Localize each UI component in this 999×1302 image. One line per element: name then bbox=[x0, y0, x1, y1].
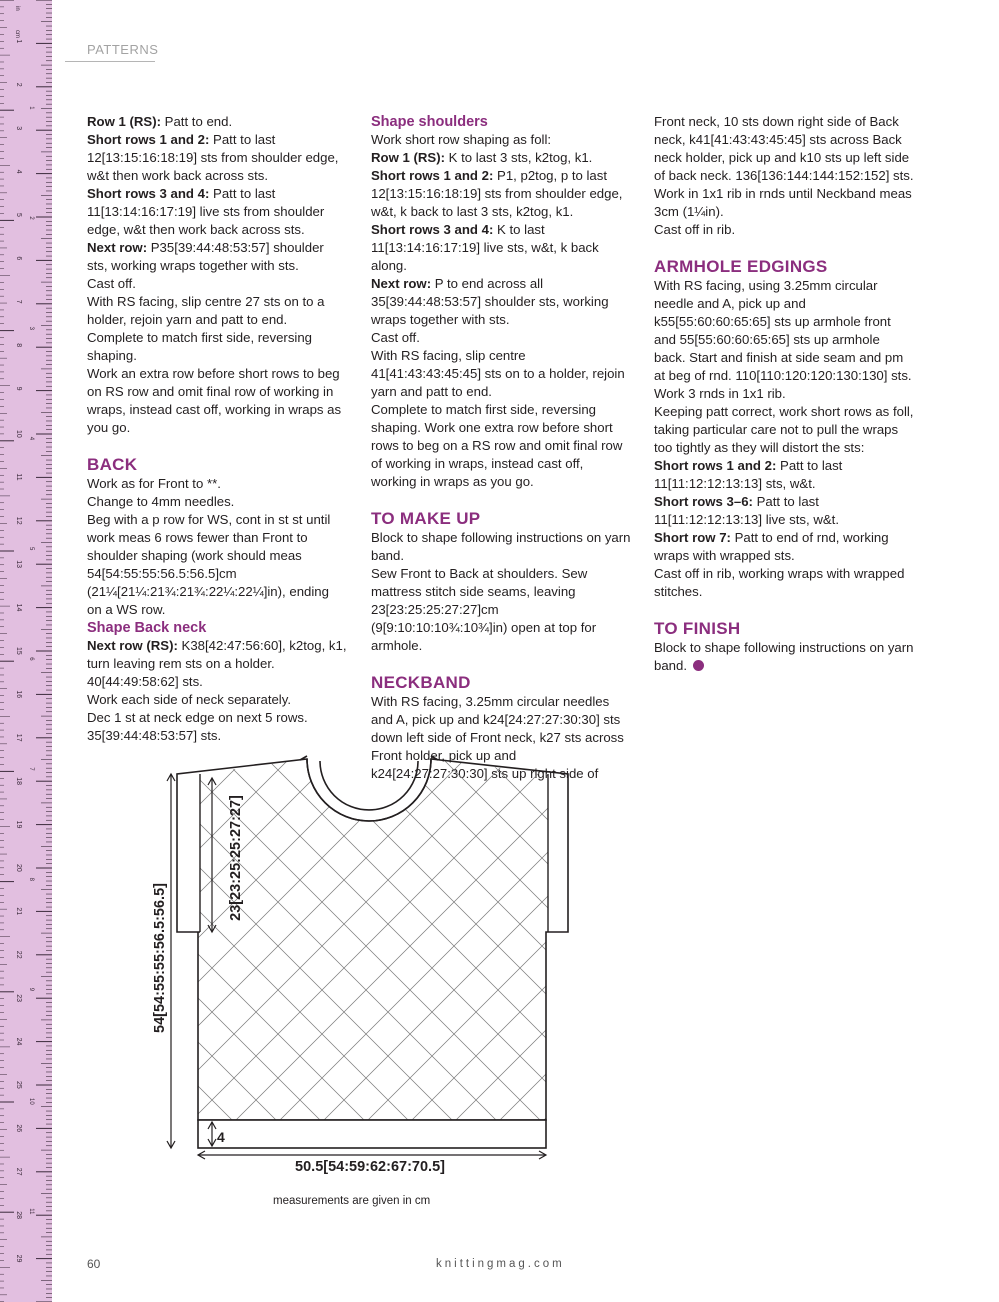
ruler-inch-number: 10 bbox=[28, 1098, 34, 1105]
armhole-label: 23[23:25:25:27:27] bbox=[228, 795, 244, 921]
paragraph bbox=[371, 149, 631, 167]
ruler-ticks bbox=[0, 0, 52, 1302]
instruction-text: Patt to last 11[13:14:16:17:19] live sts from shoulder edge, w&t then work back across sts. bbox=[87, 186, 325, 237]
ruler-inch-number: 9 bbox=[28, 987, 34, 992]
subheading-shape-shoulders: Shape shoulders bbox=[371, 114, 488, 130]
website-url: knittingmag.com bbox=[436, 1258, 565, 1270]
instruction-label: Next row: bbox=[371, 276, 432, 291]
ruler-cm-number: 26 bbox=[15, 1124, 22, 1133]
ruler-cm-number: 27 bbox=[15, 1167, 22, 1176]
ruler-cm-number: 19 bbox=[15, 820, 22, 829]
instruction-label: Short rows 3–6: bbox=[654, 494, 753, 509]
paragraph: With RS facing, 3.25mm circular needles and A, pick up and k24[24:27:27:30:30] sts down left side of Front neck, k27 sts across Front holder, pick up and k24[24:27:27:30:30] sts up right side of bbox=[371, 694, 624, 781]
ruler-cm-number: 7 bbox=[15, 299, 22, 304]
paragraph bbox=[371, 221, 631, 275]
paragraph: Block to shape following instructions on yarn band. bbox=[371, 530, 631, 563]
ruler-cm-number: 12 bbox=[15, 516, 22, 525]
ruler-cm-number: 28 bbox=[15, 1211, 22, 1219]
instruction-text: P35[39:44:48:53:57] shoulder sts, working wraps together with sts. bbox=[87, 240, 324, 273]
ruler-cm-number: 21 bbox=[15, 907, 22, 916]
paragraph: Cast off in rib, working wraps with wrapped stitches. bbox=[654, 566, 905, 599]
instruction-label: Short rows 3 and 4: bbox=[87, 186, 210, 201]
paragraph: Complete to match first side, reversing shaping. bbox=[87, 330, 313, 363]
ruler-cm-number: 10 bbox=[15, 430, 22, 438]
paragraph: Work each side of neck separately. bbox=[87, 692, 292, 707]
ruler-inch-number: 3 bbox=[28, 326, 34, 330]
paragraph: Work an extra row before short rows to beg on RS row and omit final row of working in wraps, instead cast off, working in wraps as you go. bbox=[87, 366, 342, 435]
instruction-label: Short rows 3 and 4: bbox=[371, 222, 494, 237]
instruction-text: K to last 3 sts, k2tog, k1. bbox=[445, 150, 593, 165]
text-column-3 bbox=[654, 113, 914, 675]
paragraph: Cast off in rib. bbox=[654, 222, 736, 237]
yarn-ball-icon bbox=[693, 660, 704, 671]
ruler-unit-label: cm bbox=[14, 30, 20, 38]
instruction-text: Patt to last 11[11:12:12:13:13] sts, w&t. bbox=[654, 458, 843, 491]
text-column-2 bbox=[371, 113, 631, 783]
hem-rib-band bbox=[198, 1120, 546, 1148]
measuring-ruler bbox=[0, 0, 52, 1302]
paragraph: Complete to match first side, reversing shaping. Work one extra row before short rows to beg on a RS row and omit final row of working in wraps, instead cast off, working in wraps as you go. bbox=[371, 402, 623, 489]
ruler-cm-number: 3 bbox=[15, 126, 22, 131]
paragraph: Work in 1x1 rib in rnds until Neckband meas 3cm (1¼in). bbox=[654, 186, 912, 219]
ruler-cm-number: 18 bbox=[15, 777, 22, 785]
subheading-shape-back-neck: Shape Back neck bbox=[87, 620, 207, 636]
neckband-inner bbox=[320, 761, 418, 810]
ruler-inch-number: 2 bbox=[28, 216, 34, 220]
instruction-text: Patt to end of rnd, working wraps with wrapped sts. bbox=[654, 530, 889, 563]
paragraph bbox=[87, 239, 347, 275]
ruler-inch-number: 7 bbox=[28, 767, 34, 771]
paragraph bbox=[654, 457, 914, 493]
header-divider bbox=[65, 61, 155, 62]
width-label: 50.5[54:59:62:67:70.5] bbox=[295, 1159, 445, 1175]
ruler-cm-number: 15 bbox=[15, 647, 22, 655]
paragraph bbox=[87, 637, 347, 691]
ruler-inch-number: 6 bbox=[28, 657, 34, 661]
ruler-cm-number: 14 bbox=[15, 603, 22, 612]
section-heading-to-finish: TO FINISH bbox=[654, 619, 741, 638]
paragraph: Work 3 rnds in 1x1 rib. bbox=[654, 386, 786, 401]
ruler-inch-number: 8 bbox=[28, 877, 34, 881]
instruction-label: Row 1 (RS): bbox=[371, 150, 445, 165]
ruler-inch-number: 5 bbox=[28, 547, 34, 551]
instruction-text: Patt to last 11[11:12:12:13:13] live sts, w&t. bbox=[654, 494, 839, 527]
paragraph: With RS facing, using 3.25mm circular needle and A, pick up and k55[55:60:60:65:65] sts up armhole front and 55[55:60:60:65:65] sts up armhole back. Start and finish at side seam and pm at beg of rnd. 110[110:120:120:130:130] sts. bbox=[654, 278, 912, 383]
ruler-cm-number: 9 bbox=[15, 386, 22, 391]
ruler-cm-number: 13 bbox=[15, 560, 22, 568]
instruction-text: Block to shape following instructions on yarn band. bbox=[654, 640, 914, 673]
instruction-label: Row 1 (RS): bbox=[87, 114, 161, 129]
diagram-caption: measurements are given in cm bbox=[273, 1195, 431, 1207]
paragraph: Cast off. bbox=[371, 330, 420, 345]
paragraph: Keeping patt correct, work short rows as foll, taking particular care not to pull the wraps too tightly as they will distort the sts: bbox=[654, 404, 914, 455]
paragraph: Sew Front to Back at shoulders. Sew mattress stitch side seams, leaving 23[23:25:25:27:27]cm (9[9:10:10:10¾:10¾]in) open at top for armhole. bbox=[371, 566, 597, 653]
page-number: 60 bbox=[87, 1257, 101, 1271]
section-heading-armhole-edgings: ARMHOLE EDGINGS bbox=[654, 257, 828, 276]
paragraph bbox=[87, 131, 347, 185]
paragraph bbox=[371, 167, 631, 221]
instruction-text: P to end across all 35[39:44:48:53:57] shoulder sts, working wraps together with sts. bbox=[371, 276, 609, 327]
ruler-cm-number: 4 bbox=[15, 169, 22, 174]
instruction-label: Short rows 1 and 2: bbox=[87, 132, 210, 147]
instruction-text: Patt to last 12[13:15:16:18:19] sts from shoulder edge, w&t then work back across sts. bbox=[87, 132, 339, 183]
ruler-cm-number: 25 bbox=[15, 1081, 22, 1089]
paragraph bbox=[654, 493, 914, 529]
ruler-cm-number: 17 bbox=[15, 733, 22, 742]
section-label: PATTERNS bbox=[87, 42, 159, 57]
instruction-label: Next row: bbox=[87, 240, 148, 255]
paragraph: Change to 4mm needles. bbox=[87, 494, 235, 509]
rib-label: 4 bbox=[217, 1129, 225, 1145]
paragraph: With RS facing, slip centre 27 sts on to a holder, rejoin yarn and patt to end. bbox=[87, 294, 325, 327]
instruction-text: K38[42:47:56:60], k2tog, k1, turn leaving rem sts on a holder. 40[44:49:58:62] sts. bbox=[87, 638, 347, 689]
paragraph: Work short row shaping as foll: bbox=[371, 132, 552, 147]
section-heading-make-up: TO MAKE UP bbox=[371, 509, 481, 528]
instruction-label: Short row 7: bbox=[654, 530, 731, 545]
ruler-cm-number: 24 bbox=[15, 1037, 22, 1046]
text-column-1 bbox=[87, 113, 347, 745]
ruler-cm-number: 5 bbox=[15, 213, 22, 217]
paragraph: Cast off. bbox=[87, 276, 136, 291]
instruction-label: Next row (RS): bbox=[87, 638, 178, 653]
ruler-cm-number: 20 bbox=[15, 864, 22, 872]
paragraph bbox=[654, 529, 914, 565]
paragraph: Front neck, 10 sts down right side of Back neck, k41[41:43:43:45:45] sts across Back neck holder, pick up and k10 sts up left side of back neck. 136[136:144:144:152:152] sts. bbox=[654, 114, 914, 183]
instruction-text: K to last 11[13:14:16:17:19] live sts, w&t, k back along. bbox=[371, 222, 599, 273]
paragraph bbox=[87, 113, 347, 131]
section-heading-back: BACK bbox=[87, 455, 138, 474]
paragraph bbox=[654, 639, 914, 675]
ruler-cm-number: 16 bbox=[15, 690, 22, 699]
ruler-cm-number: 2 bbox=[15, 82, 22, 87]
instruction-text: Patt to end. bbox=[161, 114, 233, 129]
paragraph: Beg with a p row for WS, cont in st st until work meas 6 rows fewer than Front to shoulder shaping (work should meas 54[54:55:55:56.5:56.5]cm (21¼[21¼:21¾:21¾:22¼:22¼]in), ending on a WS row. bbox=[87, 512, 331, 617]
ruler-unit-label: in bbox=[14, 6, 20, 11]
ruler-cm-number: 6 bbox=[15, 256, 22, 261]
ruler-cm-number: 11 bbox=[15, 473, 22, 481]
paragraph: Work as for Front to **. bbox=[87, 476, 221, 491]
ruler-cm-number: 23 bbox=[15, 994, 22, 1002]
ruler-inch-number: 1 bbox=[28, 106, 34, 110]
paragraph bbox=[87, 185, 347, 239]
section-heading-neckband: NECKBAND bbox=[371, 673, 471, 692]
ruler-inch-number: 4 bbox=[28, 436, 34, 441]
length-label: 54[54:55:55:56.5:56.5] bbox=[152, 883, 168, 1033]
instruction-label: Short rows 1 and 2: bbox=[654, 458, 777, 473]
ruler-inch-number: 11 bbox=[28, 1208, 34, 1215]
instruction-label: Short rows 1 and 2: bbox=[371, 168, 494, 183]
ruler-cm-number: 1 bbox=[15, 39, 22, 44]
instruction-text: P1, p2tog, p to last 12[13:15:16:18:19] sts from shoulder edge, w&t, k back to last 3 sts, k2tog, k1. bbox=[371, 168, 623, 219]
ruler-cm-number: 29 bbox=[15, 1254, 22, 1263]
schematic-svg bbox=[140, 748, 580, 1188]
paragraph bbox=[371, 275, 631, 329]
ruler-cm-number: 22 bbox=[15, 950, 22, 959]
garment-schematic bbox=[140, 748, 580, 1193]
paragraph: With RS facing, slip centre 41[41:43:43:45:45] sts on to a holder, rejoin yarn and patt to end. bbox=[371, 348, 625, 399]
paragraph: Dec 1 st at neck edge on next 5 rows. 35[39:44:48:53:57] sts. bbox=[87, 710, 308, 743]
ruler-cm-number: 8 bbox=[15, 343, 22, 348]
